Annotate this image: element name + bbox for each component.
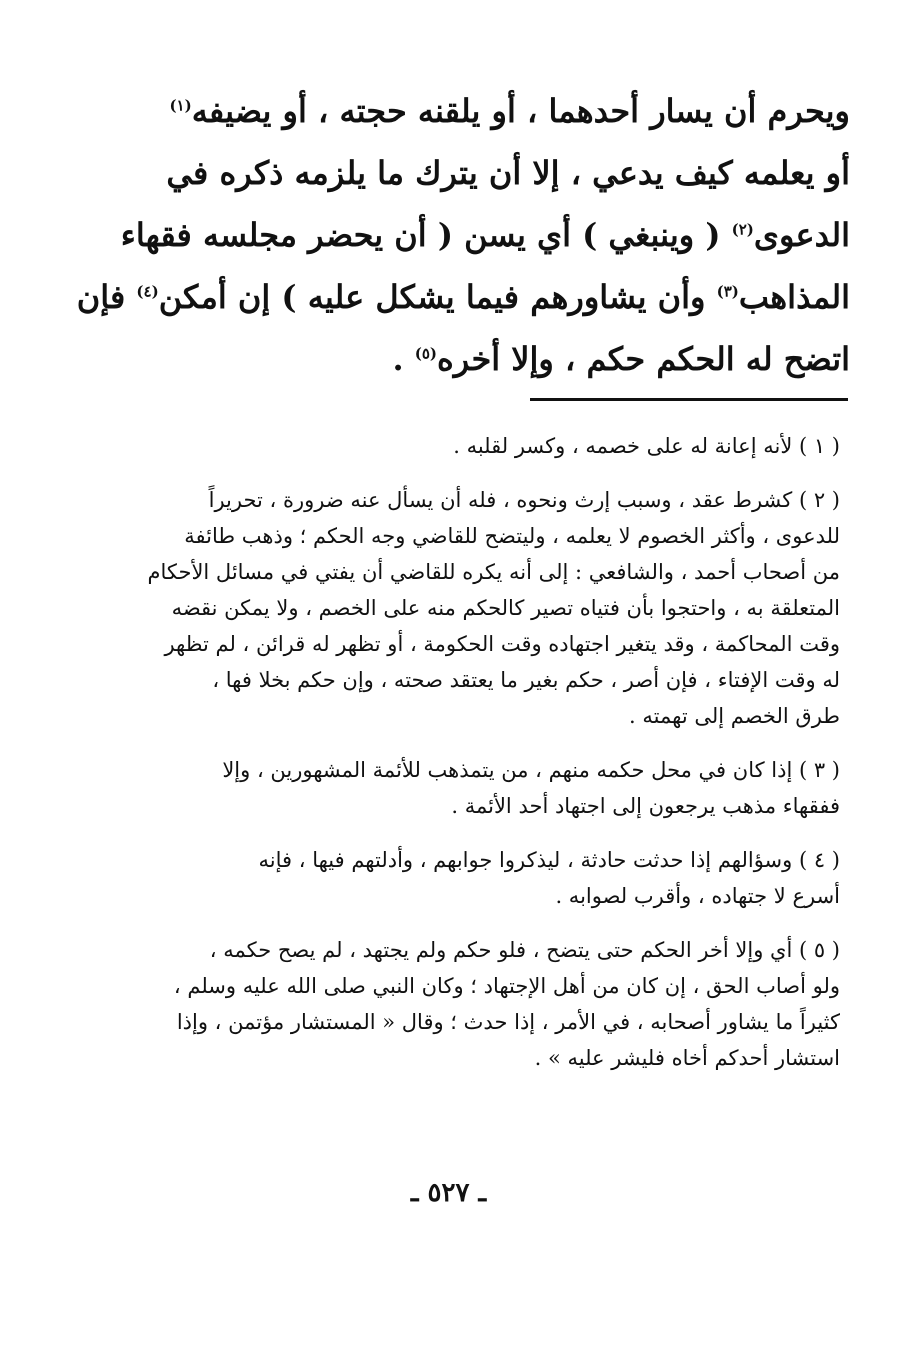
footnote-3	[120, 752, 840, 824]
footnote-separator	[530, 398, 848, 401]
footnote-line: كثيراً ما يشاور أصحابه ، في الأمر ، إذا حدث ؛ وقال « المستشار مؤتمن ، وإذا	[176, 1010, 840, 1034]
footnote-4	[120, 842, 840, 914]
main-text-fragment: .	[392, 340, 415, 378]
footnote-line: ولو أصاب الحق ، إن كان من أهل الإجتهاد ؛ وكان النبي صلى الله عليه وسلم ،	[173, 974, 840, 998]
footnote-1	[120, 428, 840, 464]
footnote-line: المتعلقة به ، واحتجوا بأن فتياه تصير كالحكم منه على الخصم ، ولا يمكن نقضه	[171, 596, 840, 620]
main-text-fragment: فإن	[76, 278, 137, 316]
main-text-fragment: الدعوى	[753, 216, 850, 254]
footnote-line: من أصحاب أحمد ، والشافعي : إلى أنه يكره للقاضي أن يفتي في مسائل الأحكام	[147, 560, 840, 584]
footnote-line: وقت المحاكمة ، وقد يتغير اجتهاده وقت الحكومة ، أو تظهر له قرائن ، لم تظهر	[164, 632, 840, 656]
footnotes-section	[120, 428, 840, 1094]
main-text-line	[110, 142, 850, 204]
footnote-line: ففقهاء مذهب يرجعون إلى اجتهاد أحد الأئمة .	[451, 794, 840, 818]
main-text-block	[76, 80, 850, 390]
footnote-ref-1: (١)	[169, 96, 192, 115]
main-text-line	[110, 328, 850, 390]
footnote-line: استشار أحدكم أخاه فليشر عليه » .	[534, 1046, 840, 1070]
footnote-ref-3: (٣)	[716, 282, 739, 301]
main-text-fragment: ويحرم أن يسار أحدهما ، أو يلقنه حجته ، أو يضيفه	[191, 92, 850, 130]
main-text-line	[110, 80, 850, 142]
main-text-fragment: أو يعلمه كيف يدعي ، إلا أن يترك ما يلزمه ذكره في	[166, 154, 850, 192]
footnote-ref-4: (٤)	[136, 282, 159, 301]
footnote-line: أسرع لا جتهاده ، وأقرب لصوابه .	[555, 884, 840, 908]
footnote-ref-5: (٥)	[414, 344, 438, 363]
footnote-line: ( ٤ ) وسؤالهم إذا حدثت حادثة ، ليذكروا جوابهم ، وأدلتهم فيها ، فإنه	[258, 848, 840, 872]
footnote-line: ( ٥ ) أي وإلا أخر الحكم حتى يتضح ، فلو حكم ولم يجتهد ، لم يصح حكمه ،	[209, 938, 840, 962]
footnote-line: ( ٢ ) كشرط عقد ، وسبب إرث ونحوه ، فله أن يسأل عنه ضرورة ، تحريراً	[208, 488, 840, 512]
footnote-ref-2: (٢)	[731, 220, 754, 239]
footnote-2	[120, 482, 840, 734]
footnote-line: للدعوى ، وأكثر الخصوم لا يعلمه ، وليتضح للقاضي وجه الحكم ؛ وذهب طائفة	[184, 524, 840, 548]
footnote-5	[120, 932, 840, 1076]
main-text-line	[76, 266, 850, 328]
footnote-line: له وقت الإفتاء ، فإن أصر ، حكم بغير ما يعتقد صحته ، وإن حكم بخلا فها ،	[212, 668, 840, 692]
page-number: ـ ٥٢٧ ـ	[410, 1178, 487, 1208]
footnote-line: ( ٣ ) إذا كان في محل حكمه منهم ، من يتمذهب للأئمة المشهورين ، وإلا	[222, 758, 840, 782]
main-text-fragment: المذاهب	[738, 278, 850, 316]
main-text-line	[110, 204, 850, 266]
footnote-line: ( ١ ) لأنه إعانة له على خصمه ، وكسر لقلبه .	[453, 434, 840, 458]
main-text-fragment: ( وينبغي ) أي يسن ( أن يحضر مجلسه فقهاء	[120, 216, 732, 254]
footnote-line: طرق الخصم إلى تهمته .	[629, 704, 840, 728]
main-text-fragment: اتضح له الحكم حكم ، وإلا أخره	[437, 340, 850, 378]
main-text-fragment: وأن يشاورهم فيما يشكل عليه ) إن أمكن	[158, 278, 717, 316]
